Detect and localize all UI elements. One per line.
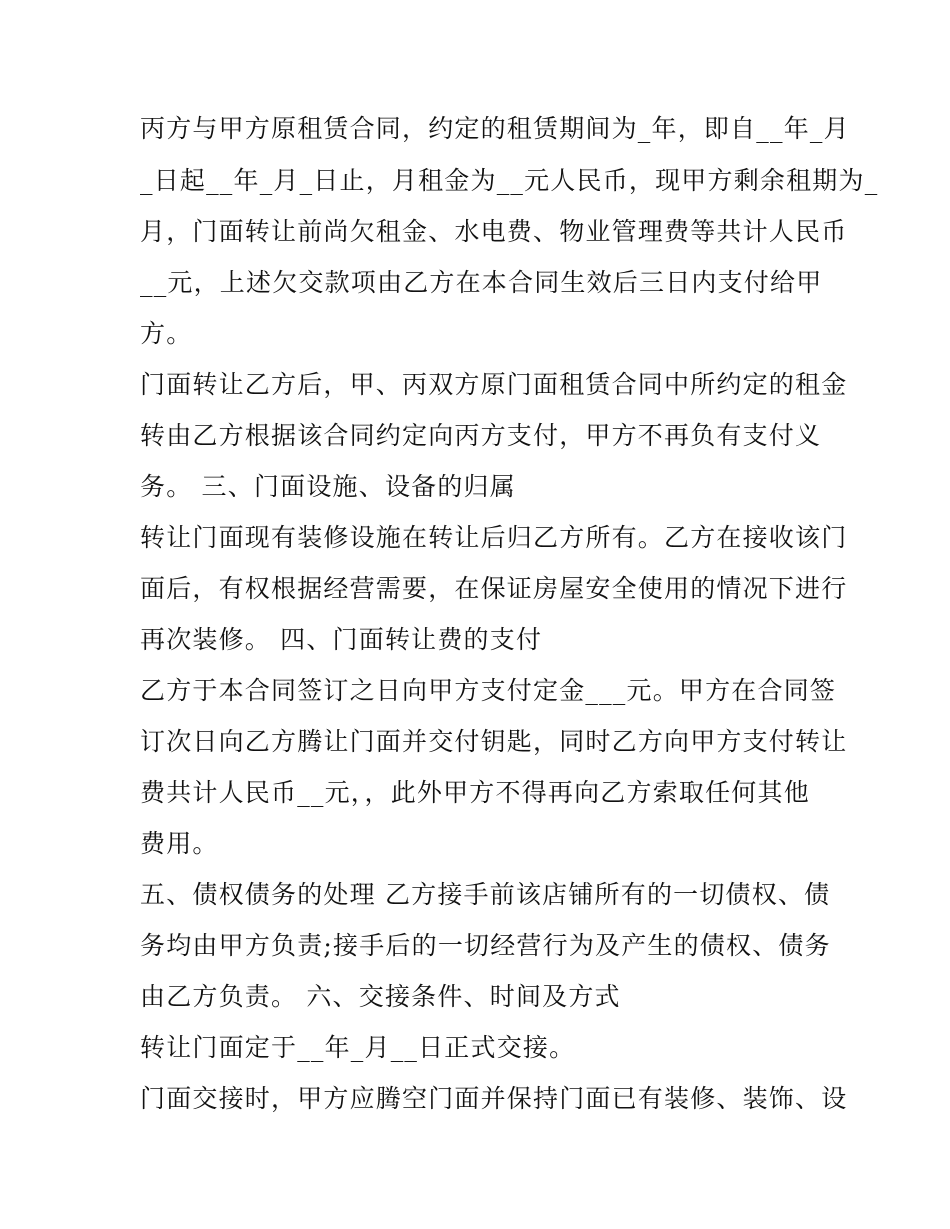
text-line: 务均由甲方负责;接手后的一切经营行为及产生的债权、债务 — [140, 931, 831, 960]
text-line: 订次日向乙方腾让门面并交付钥匙，同时乙方向甲方支付转让 — [140, 727, 848, 756]
text-line: 月，门面转让前尚欠租金、水电费、物业管理费等共计人民币 — [140, 217, 848, 246]
text-line: 费共计人民币__元，，此外甲方不得再向乙方索取任何其他 — [140, 778, 810, 807]
section-heading-line: 再次装修。 四、门面转让费的支付 — [140, 625, 543, 654]
text-line: 门面交接时，甲方应腾空门面并保持门面已有装修、装饰、设 — [140, 1084, 848, 1113]
text-line: _日起__年_月_日止，月租金为__元人民币，现甲方剩余租期为_ — [140, 166, 879, 195]
text-line: 方。 — [140, 319, 193, 348]
text-line: 转让门面定于__年_月__日正式交接。 — [140, 1033, 576, 1062]
section-heading-line: 务。 三、门面设施、设备的归属 — [140, 472, 516, 501]
text-line: 门面转让乙方后，甲、丙双方原门面租赁合同中所约定的租金 — [140, 370, 848, 399]
text-line: 费用。 — [140, 829, 219, 858]
text-line: 丙方与甲方原租赁合同，约定的租赁期间为_年，即自__年_月 — [140, 114, 850, 143]
text-line: __元，上述欠交款项由乙方在本合同生效后三日内支付给甲 — [140, 268, 823, 297]
text-line: 乙方于本合同签订之日向甲方支付定金___元。甲方在合同签 — [140, 676, 837, 705]
text-line: 转由乙方根据该合同约定向丙方支付，甲方不再负有支付义 — [140, 421, 822, 450]
text-line: 转让门面现有装修设施在转让后归乙方所有。乙方在接收该门 — [140, 523, 848, 552]
text-line: 面后，有权根据经营需要，在保证房屋安全使用的情况下进行 — [140, 574, 848, 603]
section-heading-line: 由乙方负责。 六、交接条件、时间及方式 — [140, 982, 621, 1011]
section-heading-line: 五、债权债务的处理 乙方接手前该店铺所有的一切债权、债 — [140, 880, 831, 909]
